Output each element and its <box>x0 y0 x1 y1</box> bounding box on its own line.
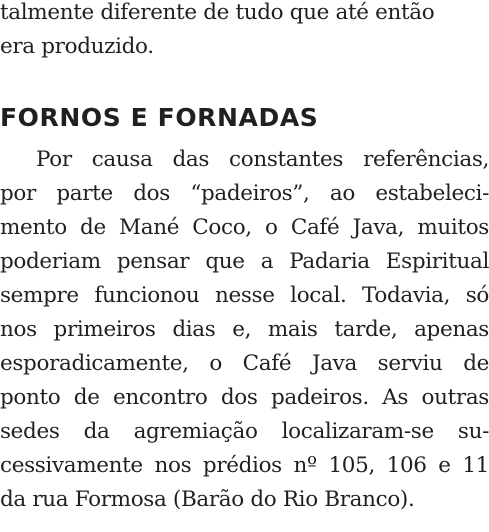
body-line-9: sedes da agremiação localizaram-se su- <box>0 419 489 444</box>
previous-paragraph-line-2: era produzido. <box>0 34 154 59</box>
body-line-6: nos primeiros dias e, mais tarde, apenas <box>0 317 489 342</box>
body-line-10: cessivamente nos prédios nº 105, 106 e 11 <box>0 453 489 478</box>
body-line-2: por parte dos “padeiros”, ao estabeleci- <box>0 181 489 206</box>
body-line-11: da rua Formosa (Barão do Rio Branco). <box>0 487 415 512</box>
previous-paragraph-line-1: talmente diferente de tudo que até então <box>0 0 435 25</box>
body-line-7: esporadicamente, o Café Java serviu de <box>0 351 489 376</box>
body-line-4: poderiam pensar que a Padaria Espiritual <box>0 249 489 274</box>
body-line-3: mento de Mané Coco, o Café Java, muitos <box>0 215 489 240</box>
body-line-1: Por causa das constantes referências, <box>36 147 489 172</box>
section-heading: FORNOS E FORNADAS <box>0 103 319 132</box>
body-line-5: sempre funcionou nesse local. Todavia, só <box>0 283 489 308</box>
body-line-8: ponto de encontro dos padeiros. As outras <box>0 385 489 410</box>
